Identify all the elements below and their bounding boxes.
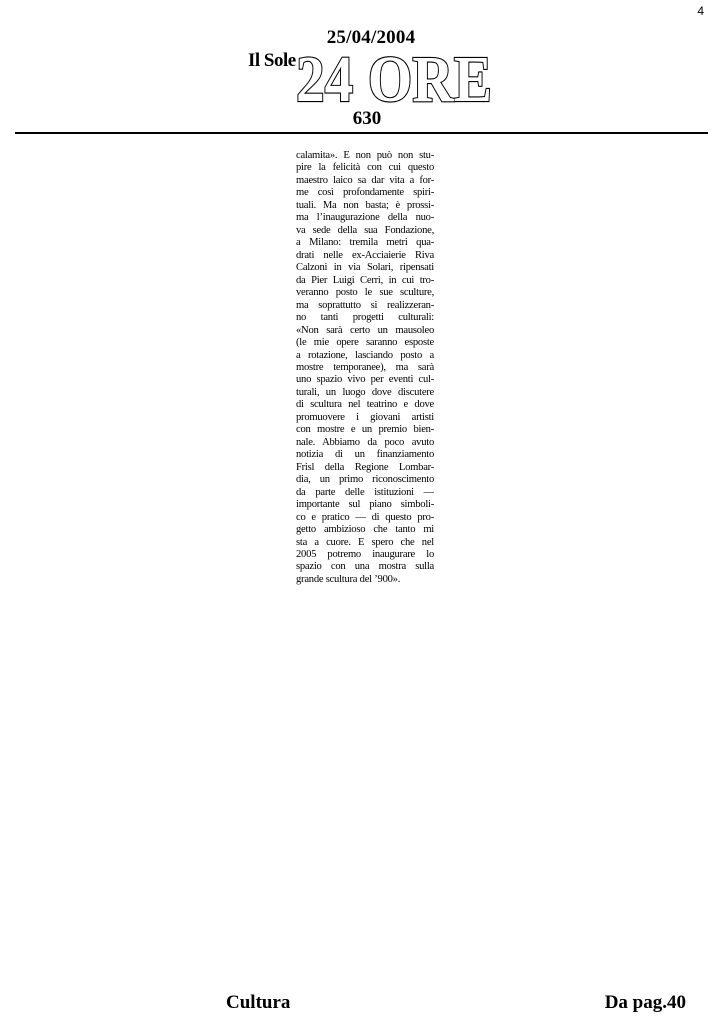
article-line: tuali. Ma non basta; è prossi- bbox=[296, 199, 434, 211]
article-line: da Pier Luigi Cerri, in cui tro- bbox=[296, 274, 434, 286]
article-line: ma soprattutto si realizzeran- bbox=[296, 299, 434, 311]
article-line: «Non sarà certo un mausoleo bbox=[296, 324, 434, 336]
article-line: drati nelle ex-Acciaierie Riva bbox=[296, 249, 434, 261]
article-line: turali, un luogo dove discutere bbox=[296, 386, 434, 398]
article-line: notizia di un finanziamento bbox=[296, 449, 434, 461]
masthead-logo bbox=[294, 48, 498, 108]
article-line: a rotazione, lasciando posto a bbox=[296, 349, 434, 361]
issue-number: 630 bbox=[352, 108, 382, 129]
article-line: (le mie opere saranno esposte bbox=[296, 337, 434, 349]
masthead-prefix: Il Sole bbox=[248, 50, 296, 71]
article-line: Frisl della Regione Lombar- bbox=[296, 461, 434, 473]
masthead bbox=[248, 50, 508, 108]
article-line: co e pratico — di questo pro- bbox=[296, 511, 434, 523]
header-divider bbox=[15, 132, 708, 134]
article-line: a Milano: tremila metri qua- bbox=[296, 237, 434, 249]
article-line: veranno posto le sue sculture, bbox=[296, 287, 434, 299]
article-line: di scultura nel teatrino e dove bbox=[296, 399, 434, 411]
section-label: Cultura bbox=[226, 992, 291, 1013]
article-line: promuovere i giovani artisti bbox=[296, 411, 434, 423]
article-line: no tanti progetti culturali: bbox=[296, 312, 434, 324]
article-line: me così profondamente spiri- bbox=[296, 187, 434, 199]
publication-date: 25/04/2004 bbox=[326, 27, 416, 48]
article-line: spazio con una mostra sulla bbox=[296, 561, 434, 573]
article-line: uno spazio vivo per eventi cul- bbox=[296, 374, 434, 386]
article-line: con mostre e un premio bien- bbox=[296, 424, 434, 436]
source-page-label: Da pag.40 bbox=[604, 992, 686, 1013]
article-line: nale. Abbiamo da poco avuto bbox=[296, 436, 434, 448]
article-line: sta a cuore. E spero che nel bbox=[296, 536, 434, 548]
article-column bbox=[296, 150, 434, 586]
article-line: 2005 potremo inaugurare lo bbox=[296, 549, 434, 560]
article-line: pire la felicità con cui questo bbox=[296, 162, 434, 174]
article-line: Calzoni in via Solari, ripensati bbox=[296, 262, 434, 274]
article-line: mostre temporanee), ma sarà bbox=[296, 361, 434, 373]
article-line: grande scultura del ’900». bbox=[296, 573, 401, 585]
article-line: calamita». E non può non stu- bbox=[296, 150, 434, 161]
page-number: 4 bbox=[697, 4, 704, 18]
article-line: getto ambizioso che tanto mi bbox=[296, 524, 434, 536]
article-line: importante sul piano simboli- bbox=[296, 499, 434, 511]
article-line: da parte delle istituzioni — bbox=[296, 486, 434, 498]
article-line: dia, un primo riconoscimento bbox=[296, 474, 434, 486]
article-line: maestro laico sa dar vita a for- bbox=[296, 174, 434, 186]
article-line: ma l’inaugurazione della nuo- bbox=[296, 212, 434, 224]
masthead-logo-text: 24 ORE bbox=[296, 48, 492, 108]
article-line: va sede della sua Fondazione, bbox=[296, 224, 434, 236]
